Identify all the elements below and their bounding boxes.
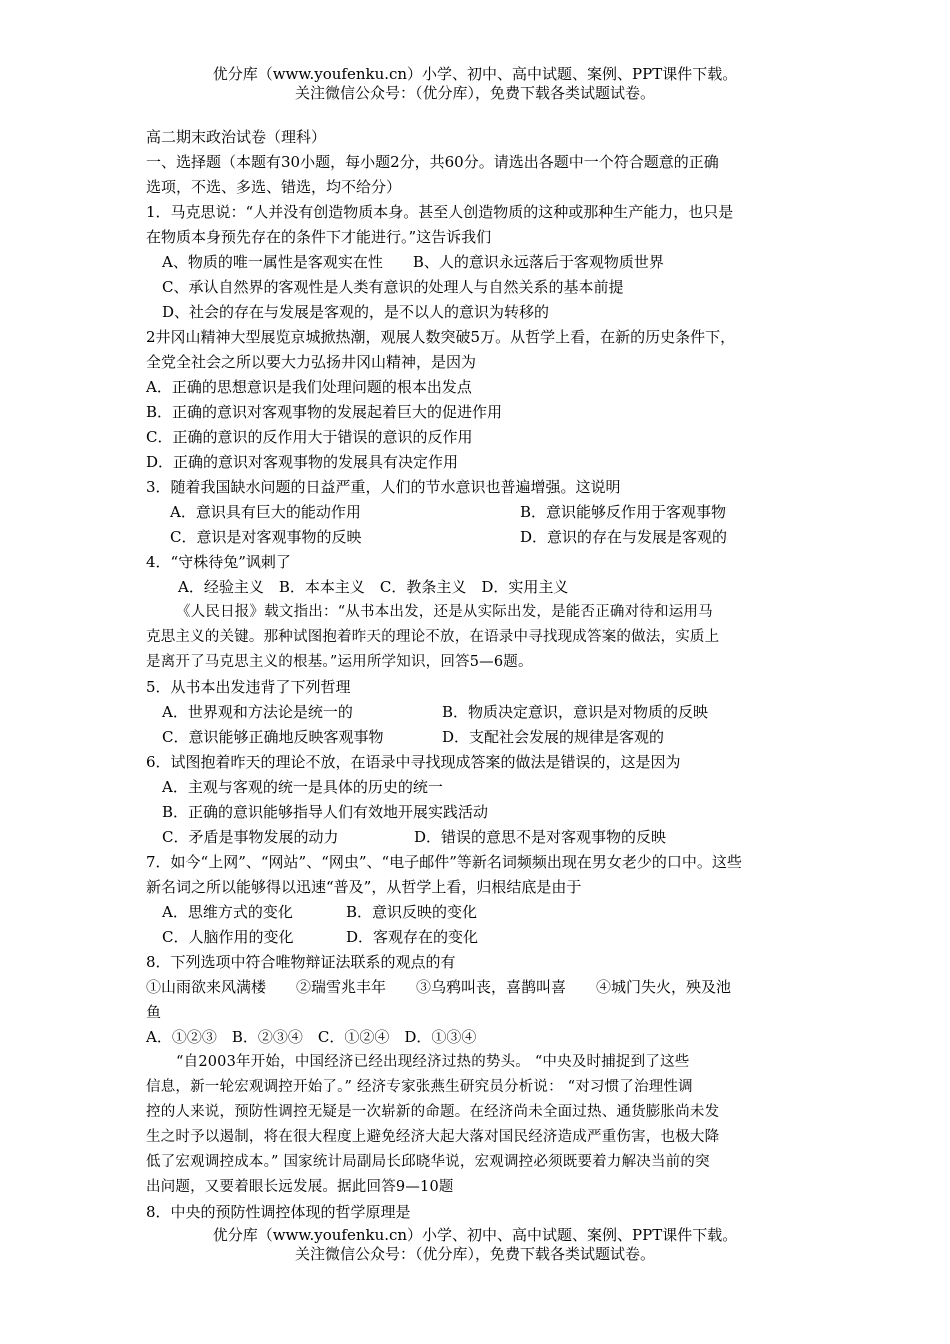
exam-content — [146, 125, 816, 1225]
passage-line: 《人民日报》载文指出：“从书本出发，还是从实际出发，是能否正确对待和运用马 — [176, 604, 713, 620]
passage-line: 低了宏观调控成本。” 国家统计局副局长邱晓华说，宏观调控必须既要着力解决当前的突 — [146, 1154, 710, 1170]
footer-line-1: 优分库（www.youfenku.cn）小学、初中、高中试题、案例、PPT课件下载。 — [212, 1226, 738, 1244]
question-2-stem: 全党全社会之所以要大力弘扬井冈山精神，是因为 — [146, 353, 477, 371]
footer-line-2: 关注微信公众号：（优分库），免费下载各类试题试卷。 — [294, 1245, 655, 1263]
passage-2 — [146, 1050, 816, 1200]
instructions-line: 选项，不选、多选、错选，均不给分） — [146, 178, 402, 196]
passage-line: 控的人来说，预防性调控无疑是一次崭新的命题。在经济尚未全面过热、通货膨胀尚未发 — [146, 1104, 720, 1120]
passage-line: 是离开了马克思主义的根基。”运用所学知识，回答5—6题。 — [146, 654, 533, 670]
option-c: C．人脑作用的变化 — [162, 928, 294, 946]
question-9-stem: 8．中央的预防性调控体现的哲学原理是 — [146, 1203, 411, 1221]
option-c: C．矛盾是事物发展的动力 — [162, 828, 339, 846]
option-b: B．正确的意识能够指导人们有效地开展实践活动 — [162, 803, 489, 821]
passage-1 — [146, 600, 816, 675]
option-b: B、人的意识永远落后于客观物质世界 — [412, 253, 664, 271]
option-b: B．正确的意识对客观事物的发展起着巨大的促进作用 — [146, 403, 503, 421]
passage-line: 出问题，又要着眼长远发展。据此回答9—10题 — [146, 1179, 454, 1195]
question-7-options-ab — [146, 900, 816, 925]
option-c: C、承认自然界的客观性是人类有意识的处理人与自然关系的基本前提 — [162, 278, 624, 296]
option-a: A．主观与客观的统一是具体的历史的统一 — [162, 778, 443, 796]
passage-line: 信息，新一轮宏观调控开始了。” 经济专家张燕生研究员分析说： “对习惯了治理性调 — [146, 1079, 693, 1095]
option-c: C．意识是对客观事物的反映 — [170, 528, 362, 546]
option-c: C．意识能够正确地反映客观事物 — [162, 728, 384, 746]
instructions-line: 一、选择题（本题有30小题，每小题2分，共60分。请选出各题中一个符合题意的正确 — [146, 153, 719, 171]
question-4-stem: 4．“守株待兔”讽刺了 — [146, 553, 291, 571]
question-6-stem: 6．试图抱着昨天的理论不放，在语录中寻找现成答案的做法是错误的，这是因为 — [146, 753, 681, 771]
option-d: D．错误的意思不是对客观事物的反映 — [414, 828, 667, 846]
question-3-options-ab — [146, 500, 816, 525]
question-8-items: ①山雨欲来风满楼 ②瑞雪兆丰年 ③乌鸦叫丧，喜鹊叫喜 ④城门失火，殃及池 — [146, 978, 732, 996]
question-5-options-ab — [146, 700, 816, 725]
option-d: D．客观存在的变化 — [346, 928, 479, 946]
option-a: A、物质的唯一属性是客观实在性 — [162, 253, 383, 271]
question-7-stem: 新名词之所以能够得以迅速“普及”，从哲学上看，归根结底是由于 — [146, 878, 582, 896]
question-8-items-cont: 鱼 — [146, 1003, 162, 1021]
question-8-stem: 8．下列选项中符合唯物辩证法联系的观点的有 — [146, 953, 456, 971]
option-b: B．意识反映的变化 — [346, 903, 478, 921]
question-7-options-cd — [146, 925, 816, 950]
option-a: A．世界观和方法论是统一的 — [162, 703, 353, 721]
question-2-stem: 2井冈山精神大型展览京城掀热潮，观展人数突破5万。从哲学上看，在新的历史条件下， — [146, 328, 736, 346]
exam-title: 高二期末政治试卷（理科） — [146, 128, 327, 146]
question-1-options-ab — [146, 250, 816, 275]
option-c: C．正确的意识的反作用大于错误的意识的反作用 — [146, 428, 473, 446]
option-a: A．意识具有巨大的能动作用 — [170, 503, 361, 521]
option-d: D．正确的意识对客观事物的发展具有决定作用 — [146, 453, 459, 471]
question-3-options-cd — [146, 525, 816, 550]
question-5-stem: 5．从书本出发违背了下列哲理 — [146, 678, 351, 696]
header-line-2: 关注微信公众号：（优分库），免费下载各类试题试卷。 — [294, 84, 655, 102]
question-8-options: A．①②③ B．②③④ C．①②④ D．①③④ — [146, 1028, 477, 1046]
page-header — [0, 65, 950, 103]
question-6-options-cd — [146, 825, 816, 850]
question-7-stem: 7．如今“上网”、“网站”、“网虫”、“电子邮件”等新名词频频出现在男女老少的口中。这些 — [146, 853, 742, 871]
question-1-stem: 1．马克思说：“人并没有创造物质本身。甚至人创造物质的这种或那种生产能力，也只是 — [146, 203, 734, 221]
page-footer — [0, 1226, 950, 1264]
question-1-stem: 在物质本身预先存在的条件下才能进行。”这告诉我们 — [146, 228, 492, 246]
option-d: D．支配社会发展的规律是客观的 — [442, 728, 665, 746]
option-b: B．物质决定意识，意识是对物质的反映 — [442, 703, 709, 721]
option-a: A．正确的思想意识是我们处理问题的根本出发点 — [146, 378, 472, 396]
header-line-1: 优分库（www.youfenku.cn）小学、初中、高中试题、案例、PPT课件下载。 — [212, 65, 738, 83]
question-3-stem: 3．随着我国缺水问题的日益严重，人们的节水意识也普遍增强。这说明 — [146, 478, 621, 496]
passage-line: 生之时予以遏制，将在很大程度上避免经济大起大落对国民经济造成严重伤害，也极大降 — [146, 1129, 720, 1145]
passage-line: “自2003年开始，中国经济已经出现经济过热的势头。 “中央及时捕捉到了这些 — [176, 1054, 690, 1070]
question-5-options-cd — [146, 725, 816, 750]
passage-line: 克思主义的关键。那种试图抱着昨天的理论不放，在语录中寻找现成答案的做法，实质上 — [146, 629, 720, 645]
option-a: A．思维方式的变化 — [162, 903, 293, 921]
option-b: B．意识能够反作用于客观事物 — [520, 503, 727, 521]
question-4-options: A．经验主义 B．本本主义 C．教条主义 D．实用主义 — [178, 578, 569, 596]
option-d: D、社会的存在与发展是客观的，是不以人的意识为转移的 — [162, 303, 550, 321]
option-d: D．意识的存在与发展是客观的 — [520, 528, 728, 546]
